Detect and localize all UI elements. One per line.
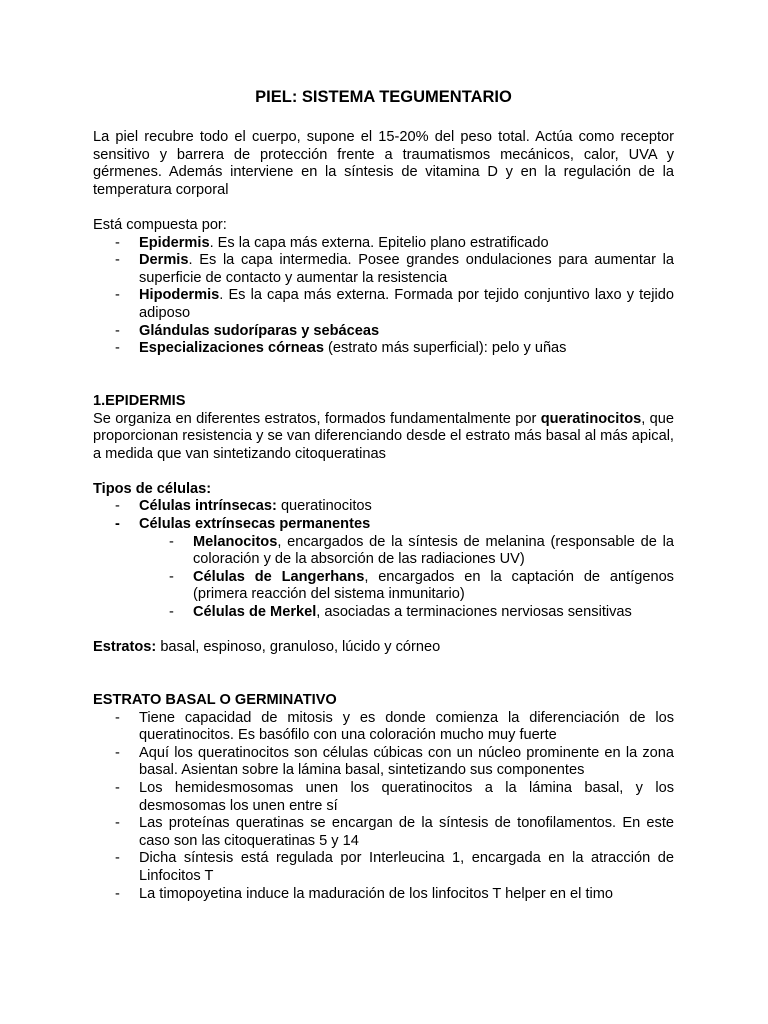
document-content	[93, 88, 674, 903]
list-item: - Células intrínsecas: queratinocitos	[93, 498, 674, 516]
cell-types-heading: Tipos de células:	[93, 480, 212, 497]
list-item: - Tiene capacidad de mitosis y es donde comienza la diferenciación de los queratinocitos. Es basófilo con una coloración mucho muy fuerte	[93, 710, 674, 745]
sub-list-item: - Células de Merkel, asociadas a terminaciones nerviosas sensitivas	[93, 604, 674, 622]
intro-paragraph: La piel recubre todo el cuerpo, supone el 15-20% del peso total. Actúa como receptor sensitivo y barrera de protección frente a traumatismos mecánicos, calor, UVA y gérmenes. Además interviene en la síntesis de vitamina D y en la regulación de la temperatura corporal	[93, 129, 674, 198]
cell-types-list	[93, 498, 674, 621]
sub-list-item: - Células de Langerhans, encargados en la captación de antígenos (primera reacción del sistema inmunitario)	[93, 569, 674, 604]
epidermis-paragraph: Se organiza en diferentes estratos, formados fundamentalmente por queratinocitos, que proporcionan resistencia y se van diferenciando desde el estrato más basal al más apical, a medida que van sintetizando citoqueratinas	[93, 410, 674, 462]
list-item: - Glándulas sudoríparas y sebáceas	[93, 323, 674, 341]
list-item: - Los hemidesmosomas unen los queratinocitos a la lámina basal, y los desmosomas los unen entre sí	[93, 780, 674, 815]
list-item: - La timopoyetina induce la maduración de los linfocitos T helper en el timo	[93, 886, 674, 904]
composition-list	[93, 235, 674, 358]
sub-list-item: - Melanocitos, encargados de la síntesis de melanina (responsable de la coloración y de la absorción de las radiaciones UV)	[93, 534, 674, 569]
list-item: - Hipodermis. Es la capa más externa. Formada por tejido conjuntivo laxo y tejido adiposo	[93, 287, 674, 322]
list-item: - Las proteínas queratinas se encargan de la síntesis de tonofilamentos. En este caso son las citoqueratinas 5 y 14	[93, 815, 674, 850]
list-item: - Dermis. Es la capa intermedia. Posee grandes ondulaciones para aumentar la superficie de contacto y aumentar la resistencia	[93, 252, 674, 287]
extrinsic-cells-sublist	[139, 534, 674, 622]
list-item: - Especializaciones córneas (estrato más superficial): pelo y uñas	[93, 340, 674, 358]
composition-lead: Está compuesta por:	[93, 216, 227, 233]
section-heading-basal: ESTRATO BASAL O GERMINATIVO	[93, 692, 337, 708]
document-title: PIEL: SISTEMA TEGUMENTARIO	[255, 88, 512, 106]
list-item: - Epidermis. Es la capa más externa. Epitelio plano estratificado	[93, 235, 674, 253]
section-heading-epidermis: 1.EPIDERMIS	[93, 392, 186, 409]
basal-list	[93, 710, 674, 904]
list-item: - Aquí los queratinocitos son células cúbicas con un núcleo prominente en la zona basal. Asientan sobre la lámina basal, sintetizando sus componentes	[93, 745, 674, 780]
list-item: - Dicha síntesis está regulada por Interleucina 1, encargada en la atracción de Linfocitos T	[93, 850, 674, 885]
strata-paragraph: Estratos: basal, espinoso, granuloso, lúcido y córneo	[93, 639, 441, 656]
list-item: - Células extrínsecas permanentes - Melanocitos, encargados de la síntesis de melanina (responsable de la coloración y de la absorción de las radiaciones UV) - Células de Langerhans, encargados en la captación de antígenos (primera reacción del sistema inmunitario) - Células de Merkel, asociadas a terminaciones nerviosas sensitivas	[93, 516, 674, 622]
